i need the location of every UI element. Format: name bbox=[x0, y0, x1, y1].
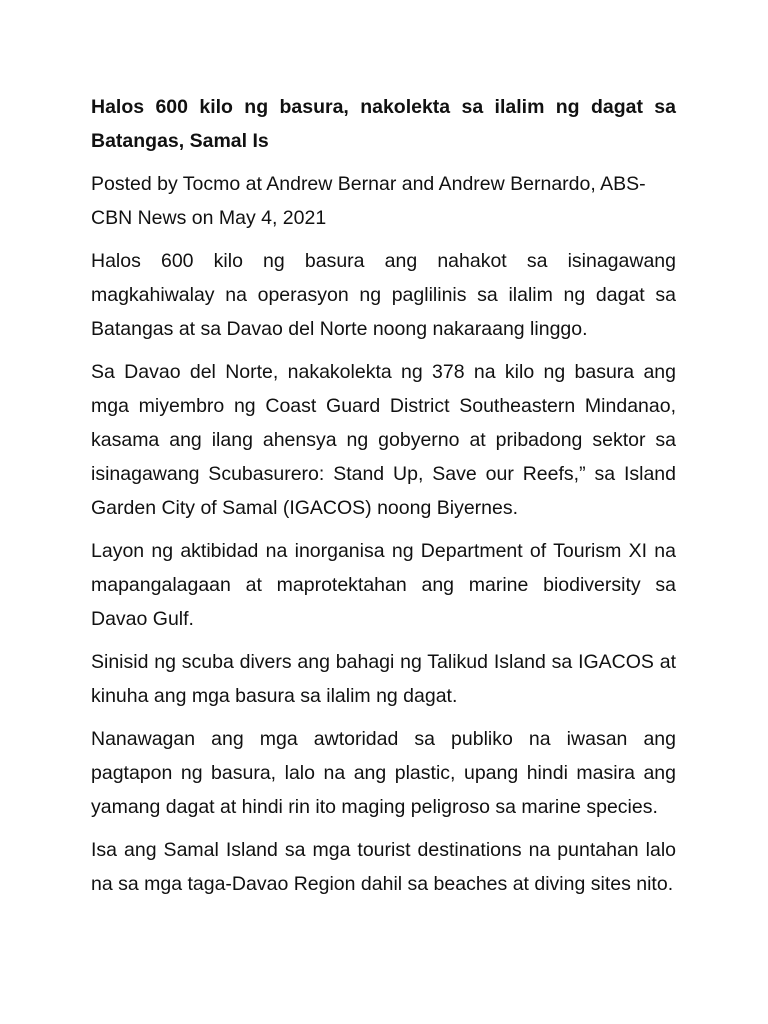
article-byline: Posted by Tocmo at Andrew Bernar and Andrew Bernardo, ABS-CBN News on May 4, 2021 bbox=[91, 173, 646, 229]
article-paragraph-5: Nanawagan ang mga awtoridad sa publiko na iwasan ang pagtapon ng basura, lalo na ang plastic, upang hindi masira ang yamang dagat at hindi rin ito maging peligroso sa marine species. bbox=[91, 728, 676, 818]
article-title: Halos 600 kilo ng basura, nakolekta sa ilalim ng dagat sa Batangas, Samal Is bbox=[91, 96, 676, 152]
article-paragraph-6: Isa ang Samal Island sa mga tourist destinations na puntahan lalo na sa mga taga-Davao Region dahil sa beaches at diving sites nito. bbox=[91, 839, 676, 895]
article-paragraph-2: Sa Davao del Norte, nakakolekta ng 378 na kilo ng basura ang mga miyembro ng Coast Guard District Southeastern Mindanao, kasama ang ilang ahensya ng gobyerno at pribadong sektor sa isinagawang Scubasurero: Stand Up, Save our Reefs,” sa Island Garden City of Samal (IGACOS) noong Biyernes. bbox=[91, 361, 676, 519]
article-paragraph-4: Sinisid ng scuba divers ang bahagi ng Talikud Island sa IGACOS at kinuha ang mga basura sa ilalim ng dagat. bbox=[91, 651, 676, 707]
article-paragraph-1: Halos 600 kilo ng basura ang nahakot sa isinagawang magkahiwalay na operasyon ng paglilinis sa ilalim ng dagat sa Batangas at sa Davao del Norte noong nakaraang linggo. bbox=[91, 250, 676, 340]
article-paragraph-3: Layon ng aktibidad na inorganisa ng Department of Tourism XI na mapangalagaan at maprotektahan ang marine biodiversity sa Davao Gulf. bbox=[91, 540, 676, 630]
